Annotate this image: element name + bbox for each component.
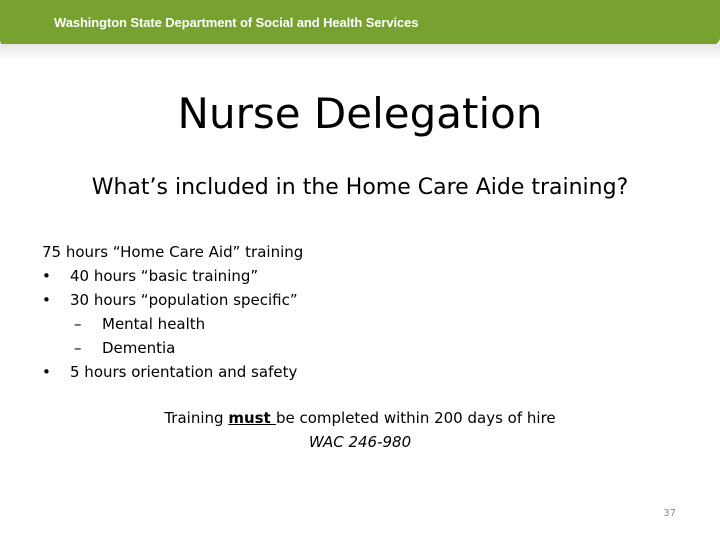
bullet-marker: •	[42, 363, 51, 381]
bullet-marker: •	[42, 267, 51, 285]
intro-line: 75 hours “Home Care Aid” training	[42, 243, 304, 261]
subbullet-marker: –	[74, 315, 82, 333]
training-content	[42, 240, 522, 384]
bullet-marker: •	[42, 291, 51, 309]
regulation-reference: WAC 246-980	[308, 433, 412, 451]
slide-title: Nurse Delegation	[177, 89, 543, 138]
subbullet-text: Dementia	[102, 339, 176, 357]
deadline-suffix: be completed within 200 days of hire	[275, 409, 556, 427]
subbullet-marker: –	[74, 339, 82, 357]
organization-name: Washington State Department of Social and Health Services	[54, 15, 419, 30]
deadline-line	[0, 406, 720, 430]
subbullet-text: Mental health	[102, 315, 206, 333]
slide-subtitle: What’s included in the Home Care Aide training?	[91, 175, 629, 200]
bullet-population-specific	[42, 288, 522, 312]
page-number: 37	[663, 508, 676, 519]
header-shadow	[0, 44, 720, 60]
subbullet-dementia	[42, 336, 522, 360]
bullet-orientation-safety	[42, 360, 522, 384]
bullet-text: 30 hours “population specific”	[70, 291, 298, 309]
bullet-basic-training	[42, 264, 522, 288]
bullet-text: 40 hours “basic training”	[70, 267, 259, 285]
deadline-emphasis: must	[228, 409, 276, 427]
deadline-prefix: Training	[164, 409, 229, 427]
subbullet-mental-health	[42, 312, 522, 336]
bullet-text: 5 hours orientation and safety	[70, 363, 298, 381]
training-deadline-note	[0, 406, 720, 454]
